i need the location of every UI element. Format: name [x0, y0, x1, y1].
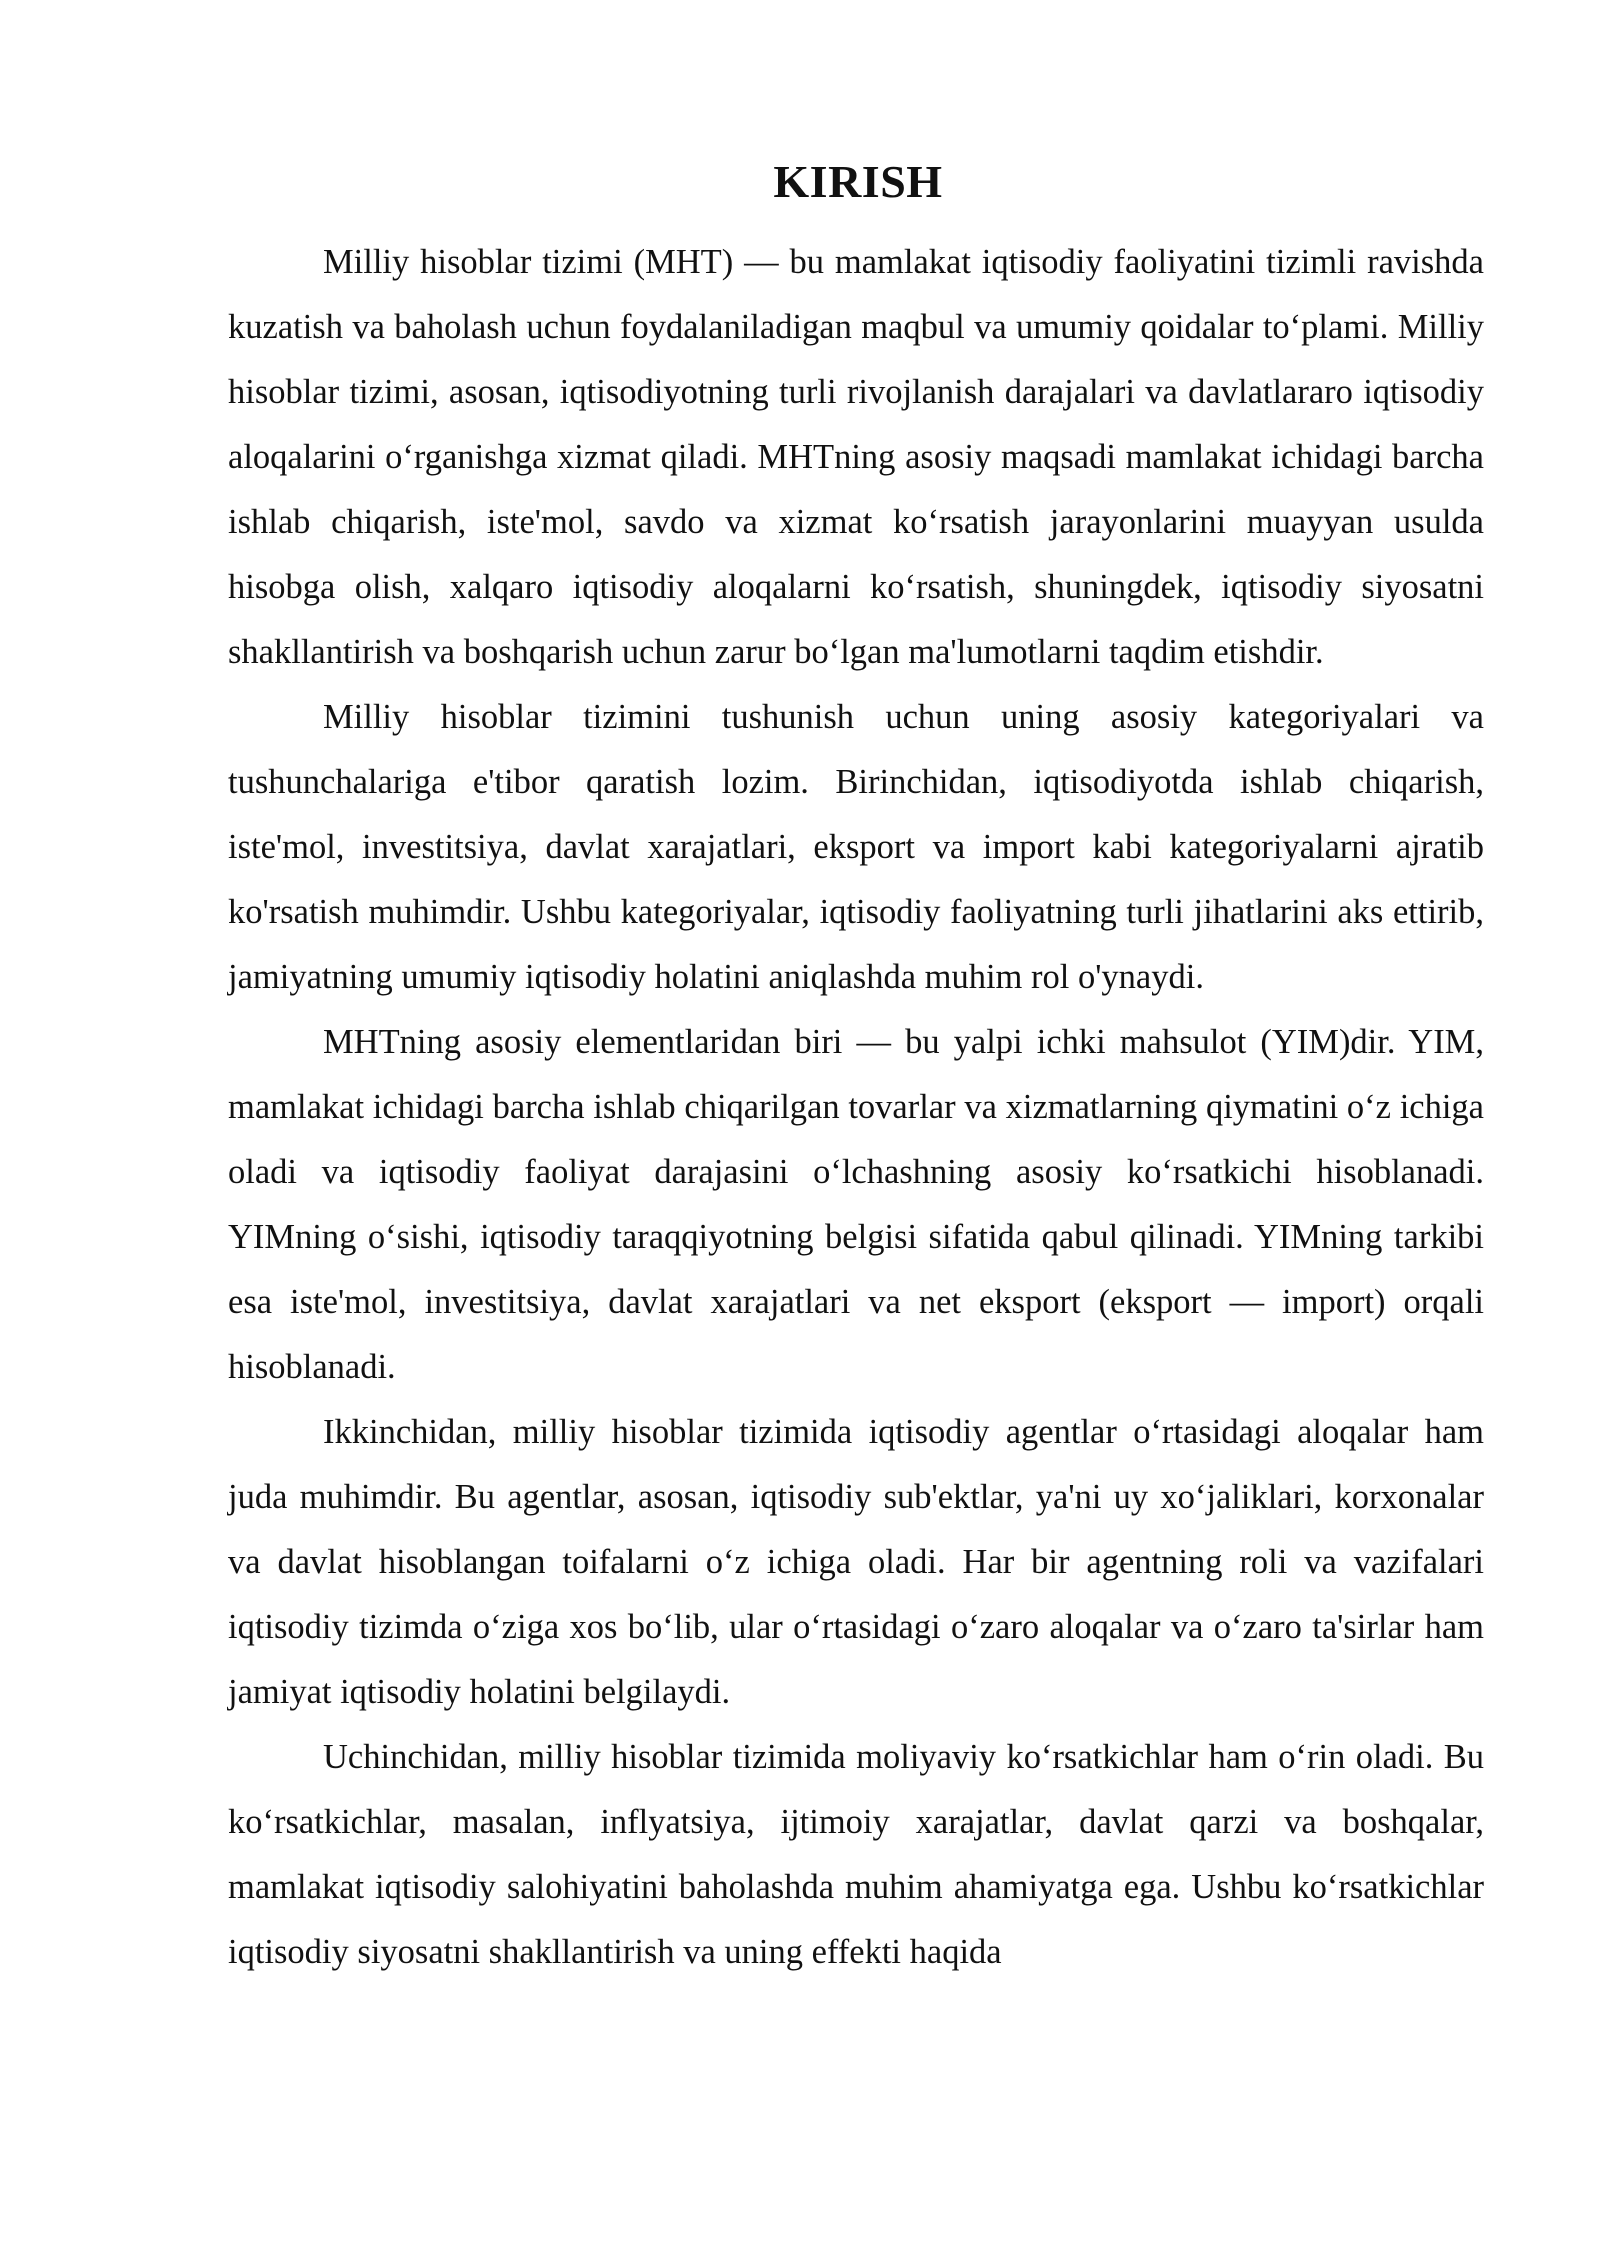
document-body [228, 230, 1484, 1985]
paragraph-4: Ikkinchidan, milliy hisoblar tizimida iqtisodiy agentlar o‘rtasidagi aloqalar ham juda muhimdir. Bu agentlar, asosan, iqtisodiy sub'ektlar, ya'ni uy xo‘jaliklari, korxonalar va davlat hisoblangan toifalarni o‘z ichiga oladi. Har bir agentning roli va vazifalari iqtisodiy tizimda o‘ziga xos bo‘lib, ular o‘rtasidagi o‘zaro aloqalar va o‘zaro ta'sirlar ham jamiyat iqtisodiy holatini belgilaydi. [228, 1413, 1484, 1711]
paragraph-5: Uchinchidan, milliy hisoblar tizimida moliyaviy ko‘rsatkichlar ham o‘rin oladi. Bu ko‘rsatkichlar, masalan, inflyatsiya, ijtimoiy xarajatlar, davlat qarzi va boshqalar, mamlakat iqtisodiy salohiyatini baholashda muhim ahamiyatga ega. Ushbu ko‘rsatkichlar iqtisodiy siyosatni shakllantirish va uning effekti haqida [228, 1738, 1484, 1971]
paragraph-2: Milliy hisoblar tizimini tushunish uchun uning asosiy kategoriyalari va tushunchalariga e'tibor qaratish lozim. Birinchidan, iqtisodiyotda ishlab chiqarish, iste'mol, investitsiya, davlat xarajatlari, eksport va import kabi kategoriyalarni ajratib ko'rsatish muhimdir. Ushbu kategoriyalar, iqtisodiy faoliyatning turli jihatlarini aks ettirib, jamiyatning umumiy iqtisodiy holatini aniqlashda muhim rol o'ynaydi. [228, 698, 1484, 996]
page-title: KIRISH [773, 156, 943, 207]
paragraph-1: Milliy hisoblar tizimi (MHT) — bu mamlakat iqtisodiy faoliyatini tizimli ravishda kuzatish va baholash uchun foydalaniladigan maqbul va umumiy qoidalar to‘plami. Milliy hisoblar tizimi, asosan, iqtisodiyotning turli rivojlanish darajalari va davlatlararo iqtisodiy aloqalarini o‘rganishga xizmat qiladi. MHTning asosiy maqsadi mamlakat ichidagi barcha ishlab chiqarish, iste'mol, savdo va xizmat ko‘rsatish jarayonlarini muayyan usulda hisobga olish, xalqaro iqtisodiy aloqalarni ko‘rsatish, shuningdek, iqtisodiy siyosatni shakllantirish va boshqarish uchun zarur bo‘lgan ma'lumotlarni taqdim etishdir. [228, 243, 1484, 671]
paragraph-3: MHTning asosiy elementlaridan biri — bu yalpi ichki mahsulot (YIM)dir. YIM, mamlakat ichidagi barcha ishlab chiqarilgan tovarlar va xizmatlarning qiymatini o‘z ichiga oladi va iqtisodiy faoliyat darajasini o‘lchashning asosiy ko‘rsatkichi hisoblanadi. YIMning o‘sishi, iqtisodiy taraqqiyotning belgisi sifatida qabul qilinadi. YIMning tarkibi esa iste'mol, investitsiya, davlat xarajatlari va net eksport (eksport — import) orqali hisoblanadi. [228, 1023, 1484, 1386]
